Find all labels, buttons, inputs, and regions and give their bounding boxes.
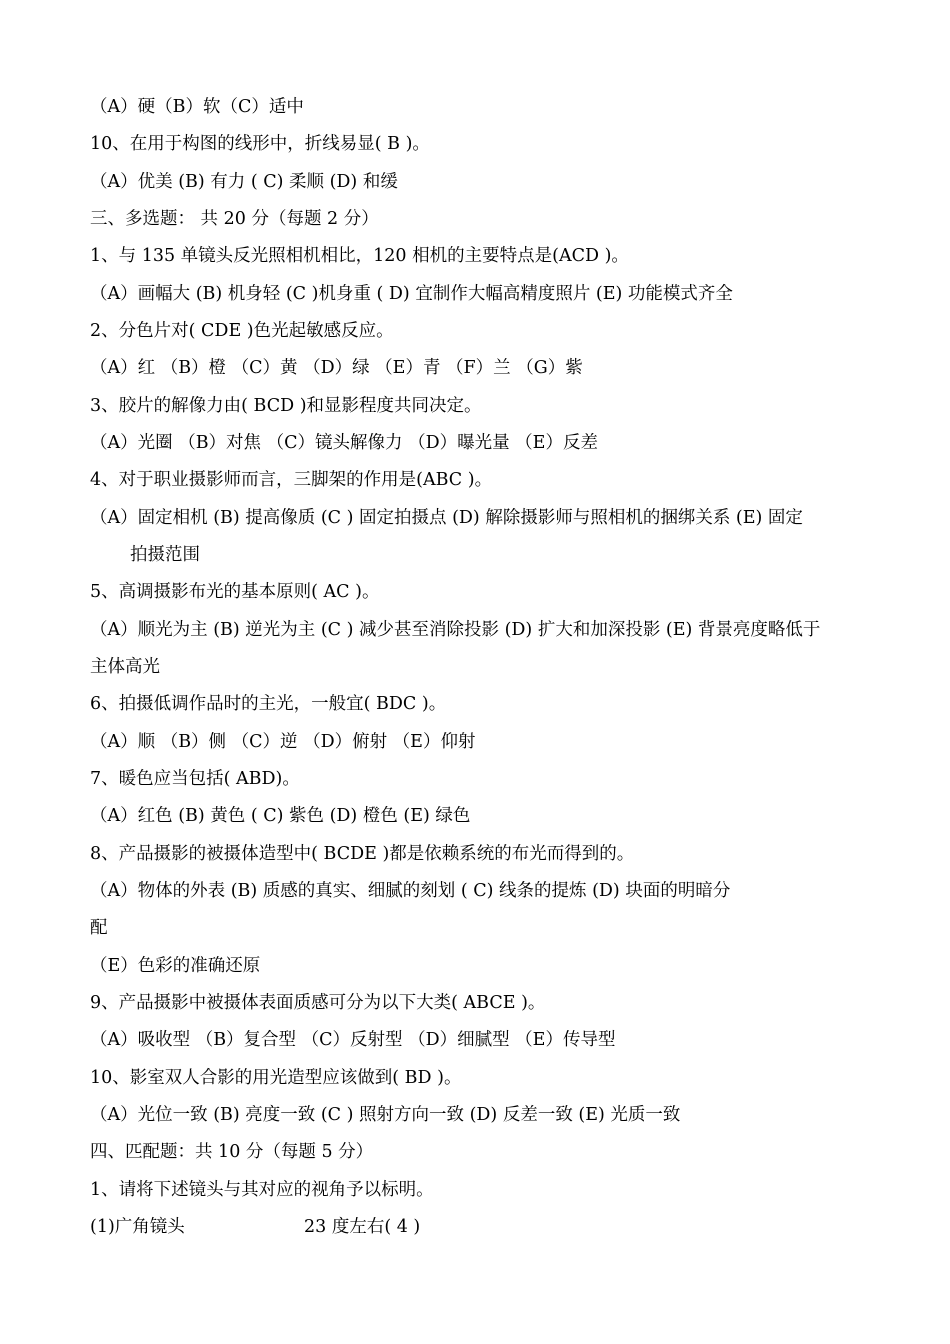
option-line: （A）物体的外表 (B) 质感的真实、细腻的刻划 ( C) 线条的提炼 (D) 块面的明暗分 xyxy=(90,881,731,901)
question-line: 2、分色片对( CDE )色光起敏感反应。 xyxy=(90,321,394,341)
question-line: 1、请将下述镜头与其对应的视角予以标明。 xyxy=(90,1180,434,1200)
question-line: 7、暖色应当包括( ABD)。 xyxy=(90,769,300,789)
option-line: （A）画幅大 (B) 机身轻 (C )机身重 ( D) 宜制作大幅高精度照片 (E) 功能模式齐全 xyxy=(90,284,733,304)
question-line: 3、胶片的解像力由( BCD )和显影程度共同决定。 xyxy=(90,396,482,416)
section-heading: 四、匹配题：共 10 分（每题 5 分） xyxy=(90,1142,374,1162)
question-line: 4、对于职业摄影师而言，三脚架的作用是(ABC )。 xyxy=(90,470,493,490)
option-line-continued: 拍摄范围 xyxy=(130,545,200,565)
option-line: （A）顺 （B）侧 （C）逆 （D）俯射 （E）仰射 xyxy=(90,732,476,752)
match-left: (1)广角镜头 xyxy=(90,1217,185,1237)
option-line: （A）优美 (B) 有力 ( C) 柔顺 (D) 和缓 xyxy=(90,172,398,192)
option-line: （A）光圈 （B）对焦 （C）镜头解像力 （D）曝光量 （E）反差 xyxy=(90,433,598,453)
question-line: 1、与 135 单镜头反光照相机相比，120 相机的主要特点是(ACD )。 xyxy=(90,246,629,266)
option-line-continued: 配 xyxy=(90,918,108,938)
option-line: （A）红 （B）橙 （C）黄 （D）绿 （E）青 （F）兰 （G）紫 xyxy=(90,358,583,378)
option-line: （A）吸收型 （B）复合型 （C）反射型 （D）细腻型 （E）传导型 xyxy=(90,1030,616,1050)
question-line: 8、产品摄影的被摄体造型中( BCDE )都是依赖系统的布光而得到的。 xyxy=(90,844,635,864)
option-line: （A）硬（B）软（C）适中 xyxy=(90,97,304,117)
question-line: 5、高调摄影布光的基本原则( AC )。 xyxy=(90,582,380,602)
option-line: （A）光位一致 (B) 亮度一致 (C ) 照射方向一致 (D) 反差一致 (E) 光质一致 xyxy=(90,1105,681,1125)
question-line: 6、拍摄低调作品时的主光，一般宜( BDC )。 xyxy=(90,694,447,714)
match-right: 23 度左右( 4 ) xyxy=(304,1217,421,1237)
section-heading: 三、多选题： 共 20 分（每题 2 分） xyxy=(90,209,379,229)
question-line: 10、影室双人合影的用光造型应该做到( BD )。 xyxy=(90,1068,462,1088)
question-line: 9、产品摄影中被摄体表面质感可分为以下大类( ABCE )。 xyxy=(90,993,546,1013)
option-line-continued: 主体高光 xyxy=(90,657,160,677)
question-line: 10、在用于构图的线形中，折线易显( B )。 xyxy=(90,134,430,154)
option-line: （E）色彩的准确还原 xyxy=(90,956,261,976)
option-line: （A）顺光为主 (B) 逆光为主 (C ) 减少甚至消除投影 (D) 扩大和加深投影 (E) 背景亮度略低于 xyxy=(90,620,821,640)
option-line: （A）红色 (B) 黄色 ( C) 紫色 (D) 橙色 (E) 绿色 xyxy=(90,806,471,826)
option-line: （A）固定相机 (B) 提高像质 (C ) 固定拍摄点 (D) 解除摄影师与照相机的捆绑关系 (E) 固定 xyxy=(90,508,803,528)
